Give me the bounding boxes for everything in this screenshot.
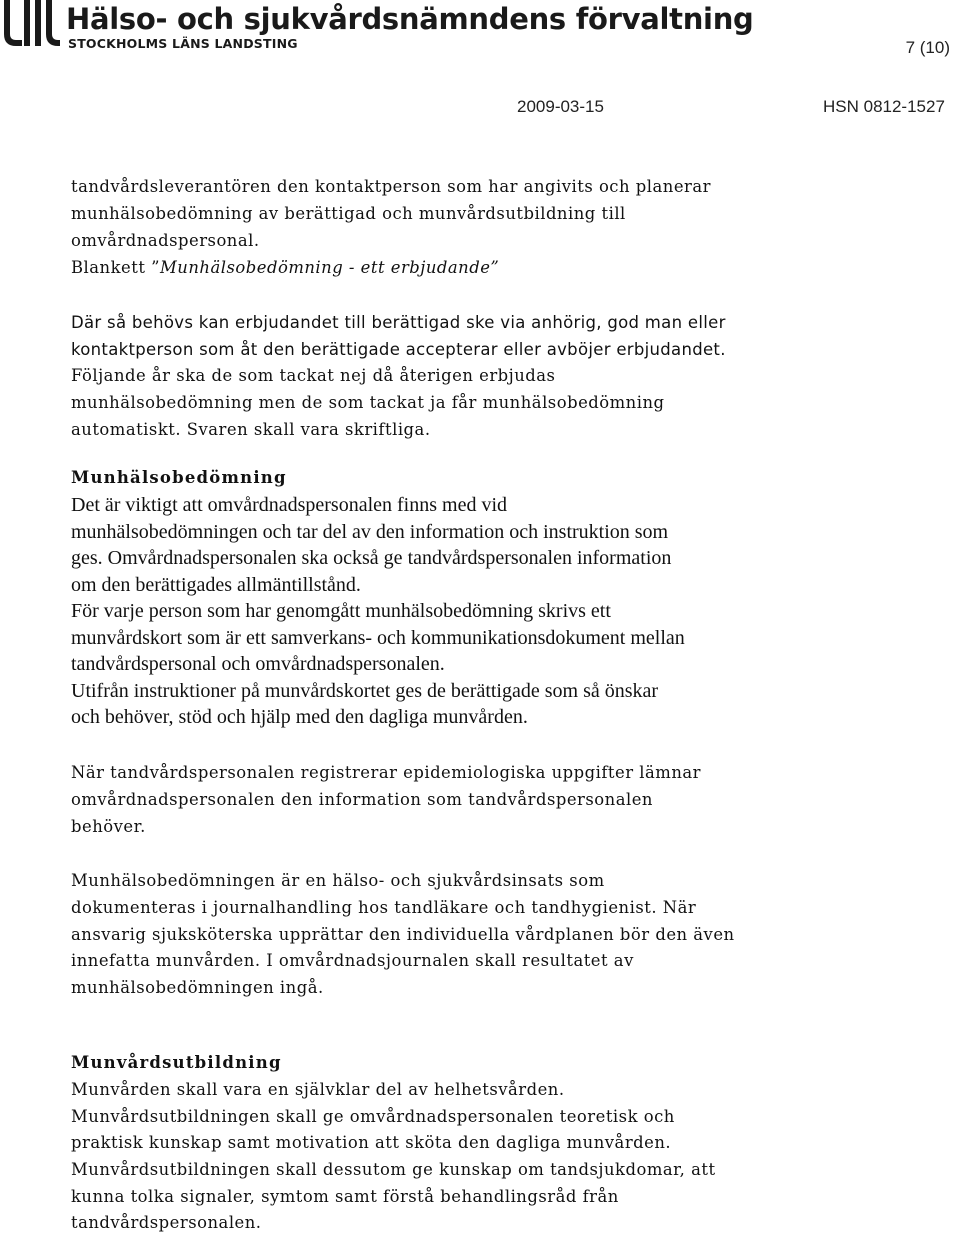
text-line: omvårdnadspersonalen den information som tandvårdspersonalen — [71, 790, 653, 809]
text-line: munvårdskort som är ett samverkans- och kommunikationsdokument mellan — [71, 627, 685, 649]
text-line: automatiskt. Svaren skall vara skriftliga. — [71, 420, 431, 439]
text-line: munhälsobedömningen ingå. — [71, 978, 324, 997]
text-line: innefatta munvården. I omvårdnadsjournalen skall resultatet av — [71, 951, 634, 970]
text-line: tandvårdsleverantören den kontaktperson som har angivits och planerar — [71, 177, 711, 196]
organization-subtitle: STOCKHOLMS LÄNS LANDSTING — [68, 36, 298, 51]
blankett-prefix: Blankett ” — [71, 258, 161, 277]
text-line: och behöver, stöd och hjälp med den dagliga munvården. — [71, 706, 528, 728]
text-line: dokumenteras i journalhandling hos tandläkare och tandhygienist. När — [71, 898, 697, 917]
text-line: Munvårdsutbildningen skall ge omvårdnadspersonalen teoretisk och — [71, 1107, 675, 1126]
section-heading: Munhälsobedömning — [71, 468, 287, 487]
text-line: behöver. — [71, 817, 146, 836]
text-line: ges. Omvårdnadspersonalen ska också ge tandvårdspersonalen information — [71, 547, 672, 569]
sll-logo-icon — [2, 0, 62, 52]
document-date: 2009-03-15 — [517, 97, 604, 116]
section-heading: Munvårdsutbildning — [71, 1053, 282, 1072]
text-line: omvårdnadspersonal. — [71, 231, 260, 250]
page-number: 7 (10) — [905, 38, 950, 57]
text-line: ansvarig sjuksköterska upprättar den individuella vårdplanen bör den även — [71, 925, 735, 944]
page-header — [0, 0, 960, 60]
text-line: Utifrån instruktioner på munvårdskortet ges de berättigade som så önskar — [71, 680, 659, 702]
text-line: Följande år ska de som tackat nej då återigen erbjudas — [71, 366, 556, 385]
text-line: kontaktperson som åt den berättigade accepterar eller avböjer erbjudandet. — [71, 340, 726, 359]
text-line: tandvårdspersonalen. — [71, 1213, 262, 1232]
text-line: Munhälsobedömningen är en hälso- och sjukvårdsinsats som — [71, 871, 605, 890]
text-line: munhälsobedömningen och tar del av den information och instruktion som — [71, 521, 669, 543]
text-line: För varje person som har genomgått munhälsobedömning skrivs ett — [71, 600, 611, 622]
text-line: Munvårdsutbildningen skall dessutom ge kunskap om tandsjukdomar, att — [71, 1160, 716, 1179]
text-line: munhälsobedömning av berättigad och munvårdsutbildning till — [71, 204, 626, 223]
organization-name: Hälso- och sjukvårdsnämndens förvaltning — [66, 2, 754, 36]
document-reference: HSN 0812-1527 — [823, 97, 945, 116]
text-line: Där så behövs kan erbjudandet till berättigad ske via anhörig, god man eller — [71, 313, 726, 332]
text-line: munhälsobedömning men de som tackat ja får munhälsobedömning — [71, 393, 665, 412]
text-line: om den berättigades allmäntillstånd. — [71, 574, 361, 596]
text-line: Munvården skall vara en självklar del av helhetsvården. — [71, 1080, 565, 1099]
blankett-title: Munhälsobedömning - ett erbjudande” — [160, 258, 500, 277]
text-line: kunna tolka signaler, symtom samt förstå behandlingsråd från — [71, 1187, 619, 1206]
text-line: Det är viktigt att omvårdnadspersonalen finns med vid — [71, 494, 508, 516]
text-line: praktisk kunskap samt motivation att sköta den dagliga munvården. — [71, 1133, 672, 1152]
text-line: tandvårdspersonal och omvårdnadspersonalen. — [71, 653, 445, 675]
text-line: När tandvårdspersonalen registrerar epidemiologiska uppgifter lämnar — [71, 763, 701, 782]
blankett-line — [71, 258, 499, 277]
